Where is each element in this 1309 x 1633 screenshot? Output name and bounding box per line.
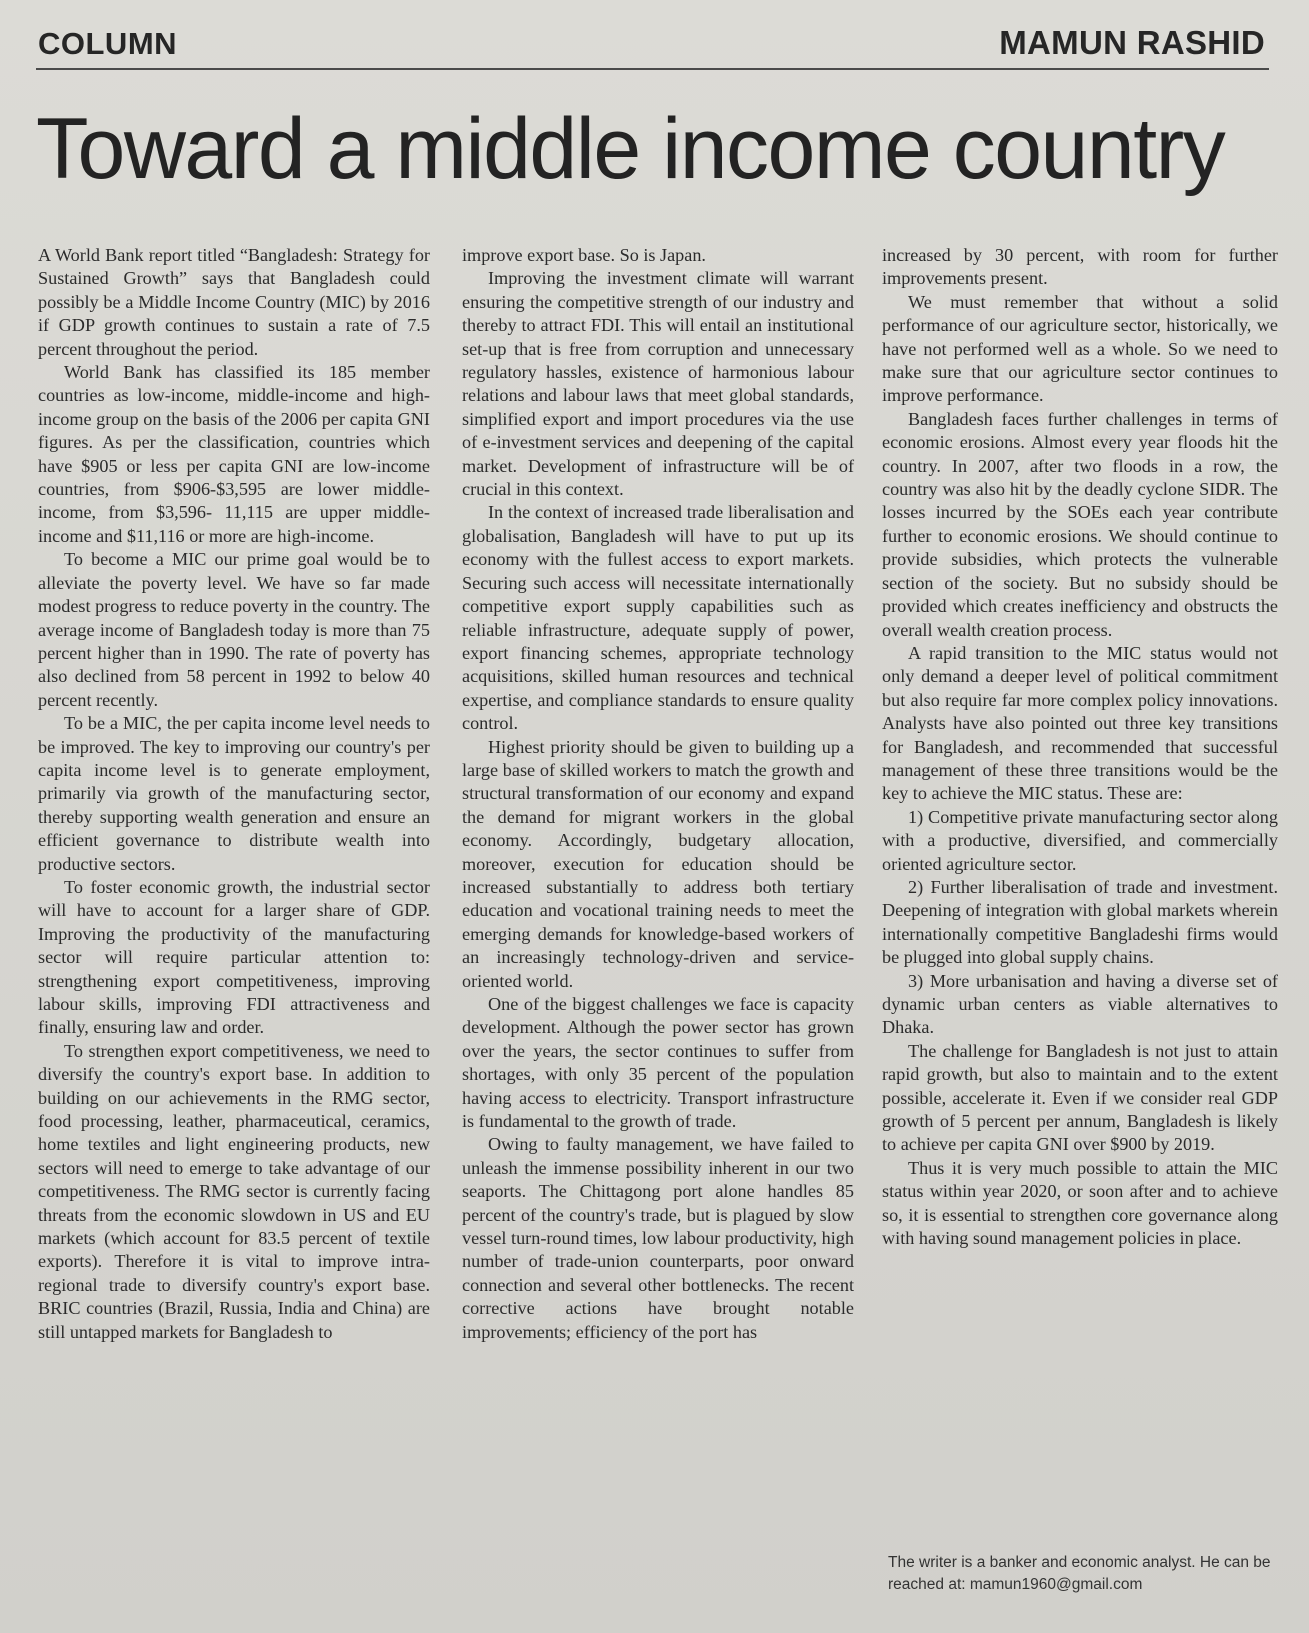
paragraph-continued: improve export base. So is Japan.	[462, 245, 706, 265]
paragraph-continued: increased by 30 percent, with room for further improvements present.	[882, 245, 1278, 289]
paragraph: Bangladesh faces further challenges in terms of economic erosions. Almost every year floods hit the country. In 2007, after two floods in a row, the country was also hit by the deadly cyclone SIDR. The losses incurred by the SOEs each year contribute further to economic erosions. We should continue to provide subsidies, which protects the vulnerable section of the society. But no subsidy should be provided which creates inefficiency and obstructs the overall wealth creation process.	[882, 408, 1278, 640]
list-item: 1) Competitive private manufacturing sector along with a productive, diversified, and commercially oriented agriculture sector.	[882, 806, 1278, 874]
author-name: MAMUN RASHID	[999, 24, 1265, 61]
paragraph: To foster economic growth, the industrial sector will have to account for a larger share of GDP. Improving the productivity of the manufacturing sector will require particular attention to: strengthening export competitiveness, improving labour skills, improving FDI attractiveness and finally, ensuring law and order.	[38, 876, 430, 1038]
list-item: 3) More urbanisation and having a diverse set of dynamic urban centers as viable alternatives to Dhaka.	[882, 970, 1278, 1038]
paragraph: We must remember that without a solid performance of our agriculture sector, historically, we have not performed well as a whole. So we need to make sure that our agriculture sector continues to improve performance.	[882, 291, 1278, 406]
paragraph: Owing to faulty management, we have failed to unleash the immense possibility inherent in our two seaports. The Chittagong port alone handles 85 percent of the country's trade, but is plagued by slow vessel turn-round times, low labour productivity, high number of trade-union counterparts, poor onward connection and several other bottlenecks. The recent corrective actions have brought notable improvements; efficiency of the port has	[462, 1134, 854, 1342]
paragraph: Thus it is very much possible to attain the MIC status within year 2020, or soon after and to achieve so, it is essential to strengthen core governance along with having sound management policies in place.	[882, 1157, 1278, 1249]
paragraph: To become a MIC our prime goal would be to alleviate the poverty level. We have so far made modest progress to reduce poverty in the country. The average income of Bangladesh today is more than 75 percent higher than in 1990. The rate of poverty has also declined from 58 percent in 1992 to below 40 percent recently.	[38, 549, 430, 710]
column-header	[36, 22, 1269, 70]
paragraph: Improving the investment climate will warrant ensuring the competitive strength of our industry and thereby to attract FDI. This will entail an institutional set-up that is free from corruption and unnecessary regulatory hassles, existence of harmonious labour relations and labour laws that meet global standards, simplified export and import procedures via the use of e-investment services and deepening of the capital market. Development of infrastructure will be of crucial in this context.	[462, 268, 854, 500]
paragraph: To strengthen export competitiveness, we need to diversify the country's export base. In addition to building on our achievements in the RMG sector, food processing, leather, pharmaceutical, ceramics, home textiles and light engineering products, new sectors will need to emerge to take advantage of our competitiveness. The RMG sector is currently facing threats from the economic slowdown in US and EU markets (which account for 83.5 percent of textile exports). Therefore it is vital to improve intra-regional trade to diversify country's export base. BRIC countries (Brazil, Russia, India and China) are still untapped markets for Bangladesh to	[38, 1040, 430, 1342]
section-label: COLUMN	[38, 26, 178, 61]
paragraph: A World Bank report titled “Bangladesh: Strategy for Sustained Growth” says that Bangladesh could possibly be a Middle Income Country (MIC) by 2016 if GDP growth continues to sustain a rate of 7.5 percent throughout the period.	[38, 245, 430, 359]
paragraph: World Bank has classified its 185 member countries as low-income, middle-income and high-income group on the basis of the 2006 per capita GNI figures. As per the classification, countries which have $905 or less per capita GNI are low-income countries, from $906-$3,595 are lower middle-income, from $3,596- 11,115 are upper middle-income and $11,116 or more are high-income.	[38, 362, 430, 546]
paragraph: One of the biggest challenges we face is capacity development. Although the power sector has grown over the years, the sector continues to suffer from shortages, with only 35 percent of the population having access to electricity. Transport infrastructure is fundamental to the growth of trade.	[462, 994, 854, 1132]
list-item: 2) Further liberalisation of trade and investment. Deepening of integration with global markets wherein internationally competitive Bangladeshi firms would be plugged into global supply chains.	[882, 876, 1278, 968]
headline: Toward a middle income country	[36, 101, 1225, 197]
article-column-1	[38, 244, 430, 1344]
author-footnote: The writer is a banker and economic analyst. He can be reached at: mamun1960@gmail.com	[888, 1554, 1271, 1593]
paragraph: To be a MIC, the per capita income level needs to be improved. The key to improving our country's per capita income level is to generate employment, primarily via growth of the manufacturing sector, thereby supporting wealth generation and ensure an efficient governance to distribute wealth into productive sectors.	[38, 713, 430, 874]
paragraph: In the context of increased trade liberalisation and globalisation, Bangladesh will have to put up its economy with the fullest access to export markets. Securing such access will necessitate internationally competitive export supply capabilities such as reliable infrastructure, adequate supply of power, export financing schemes, appropriate technology acquisitions, skilled human resources and technical expertise, and compliance standards to ensure quality control.	[462, 502, 854, 734]
paragraph: A rapid transition to the MIC status would not only demand a deeper level of political commitment but also require far more complex policy innovations. Analysts have also pointed out three key transitions for Bangladesh, and recommended that successful management of these three transitions would be the key to achieve the MIC status. These are:	[882, 642, 1278, 804]
paragraph: Highest priority should be given to building up a large base of skilled workers to match the growth and structural transformation of our economy and expand the demand for migrant workers in the global economy. Accordingly, budgetary allocation, moreover, execution for education should be increased substantially to address both tertiary education and vocational training needs to meet the emerging demands for knowledge-based workers of an increasingly technology-driven and service-oriented world.	[462, 736, 854, 991]
article-column-3	[882, 244, 1278, 1250]
article-column-2	[462, 244, 854, 1344]
paragraph: The challenge for Bangladesh is not just to attain rapid growth, but also to maintain and to the extent possible, accelerate it. Even if we consider real GDP growth of 5 percent per annum, Bangladesh is likely to achieve per capita GNI over $900 by 2019.	[882, 1040, 1278, 1155]
